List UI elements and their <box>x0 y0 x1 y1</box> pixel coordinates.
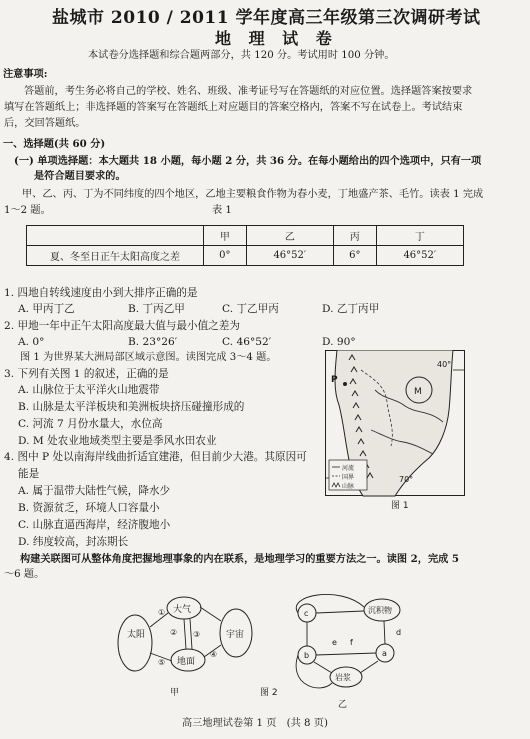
table1-row-label: 夏、冬至日正午太阳高度之差 <box>27 246 204 266</box>
q3-option-c: C. 河流 7 月份水量大，水位高 <box>18 418 163 430</box>
page-footer: 高三地理试卷第 1 页 (共 8 页) <box>182 718 328 729</box>
q3-option-a: A. 山脉位于太平洋火山地震带 <box>18 384 160 396</box>
legend-border: 国界 <box>342 474 355 481</box>
q4-option-b: B. 资源贫乏，环境人口容量小 <box>18 502 160 514</box>
label-m: M <box>414 387 422 397</box>
label-f: f <box>350 638 353 647</box>
context3-line-1: 构建关联图可从整体角度把握地理事象的内在联系，是地理学习的重要方法之一。读图 2，完成 5 <box>20 553 459 565</box>
table1-header-cell: 丁 <box>376 226 463 246</box>
q4-option-c: C. 山脉直逼西海岸，经济腹地小 <box>18 519 171 531</box>
label-a: a <box>382 649 387 658</box>
figure1-caption: 图 1 <box>391 501 409 510</box>
part1-instruction-2: 是符合题目要求的。 <box>34 170 126 182</box>
table1-header-cell <box>27 226 204 246</box>
q1-option-b: B. 丁丙乙甲 <box>128 303 185 315</box>
q1-option-d: D. 乙丁丙甲 <box>322 303 380 315</box>
q1-stem: 1. 四地自转线速度由小到大排序正确的是 <box>4 287 198 299</box>
context1-line-1: 甲、乙、丙、丁为不同纬度的四个地区，乙地主要粮食作物为春小麦，丁地盛产茶、毛竹。读表 1 完成 <box>22 189 484 200</box>
section-heading: 一、选择题(共 60 分) <box>3 138 106 150</box>
table1-header-cell: 丙 <box>333 226 376 246</box>
table1 <box>26 225 464 266</box>
table1-header-cell: 甲 <box>204 226 247 246</box>
exam-intro: 本试卷分选择题和综合题两部分，共 120 分。考试用时 100 分钟。 <box>88 50 395 61</box>
table1-cell: 0° <box>204 246 247 266</box>
q3-option-b: B. 山脉是太平洋板块和美洲板块挤压碰撞形成的 <box>18 401 245 413</box>
label-lat70: 70° <box>399 475 414 484</box>
table1-cell: 46°52′ <box>246 246 333 266</box>
label-universe: 宇宙 <box>226 630 245 640</box>
table1-row <box>27 246 464 266</box>
label-n1: ① <box>158 608 166 617</box>
figure1-map <box>325 350 465 510</box>
label-sun-1: 太阳 <box>127 630 146 640</box>
figure2 <box>110 585 430 713</box>
table1-cell: 46°52′ <box>376 246 463 266</box>
exam-title: 盐城市 2010 / 2011 学年度高三年级第三次调研考试 <box>52 8 481 28</box>
notice-line-3: 后，交回答题纸。 <box>4 118 86 129</box>
q2-option-c: C. 46°52′ <box>222 336 272 348</box>
q4-option-a: A. 属于温带大陆性气候，降水少 <box>18 485 171 497</box>
label-n5: ⑤ <box>158 658 166 667</box>
q3-stem: 3. 下列有关图 1 的叙述，正确的是 <box>4 368 169 380</box>
context3-line-2: ～6 题。 <box>4 569 45 580</box>
q4-stem-1: 4. 图中 P 处以南海岸线曲折适宜建港，但目前少大港。其原因可 <box>4 451 307 463</box>
table1-header-row <box>27 226 464 246</box>
legend-mountain: 山脉 <box>342 483 355 490</box>
table1-caption: 表 1 <box>212 205 232 216</box>
p-point <box>343 382 347 386</box>
notice-line-2: 填写在答题纸上；非选择题的答案写在答题纸上对应题目的答案空格内，答案不写在试卷上。考试结束 <box>4 102 463 113</box>
q4-stem-2: 能是 <box>18 468 40 480</box>
table1-header-cell: 乙 <box>246 226 333 246</box>
label-n4: ④ <box>210 650 218 659</box>
notice-heading: 注意事项: <box>3 68 48 80</box>
q2-option-a: A. 0° <box>18 336 45 348</box>
label-sediment: 沉积物 <box>368 606 392 615</box>
label-e: e <box>332 638 337 647</box>
sun-node <box>118 615 152 671</box>
label-d: d <box>396 628 402 637</box>
table1-cell: 6° <box>333 246 376 266</box>
q3-option-d: D. M 处农业地域类型主要是季风水田农业 <box>18 435 217 447</box>
label-p: P <box>331 375 338 385</box>
q2-option-d: D. 90° <box>322 336 356 348</box>
q2-stem: 2. 甲地一年中正午太阳高度最大值与最小值之差为 <box>4 320 240 332</box>
q4-option-d: D. 纬度较高，封冻期长 <box>18 536 129 548</box>
label-n3: ③ <box>193 630 201 639</box>
q1-option-a: A. 甲丙丁乙 <box>18 303 75 315</box>
label-n2: ② <box>170 628 178 637</box>
label-jia: 甲 <box>170 688 180 698</box>
label-ground: 地面 <box>177 657 196 667</box>
label-magma: 岩浆 <box>335 673 351 682</box>
q1-option-c: C. 丁乙甲丙 <box>222 303 279 315</box>
label-yi: 乙 <box>338 700 348 710</box>
q2-option-b: B. 23°26′ <box>128 336 178 348</box>
part1-instruction-1: (一) 单项选择题：本大题共 18 小题，每小题 2 分，共 36 分。在每小题给出的四个选项中，只有一项 <box>14 155 482 167</box>
context1-line-2: 1～2 题。 <box>4 205 51 216</box>
label-c: c <box>304 609 309 618</box>
label-b: b <box>304 651 310 660</box>
legend-river: 河流 <box>342 465 355 472</box>
label-lat40: 40° <box>437 360 452 369</box>
context2: 图 1 为世界某大洲局部区域示意图。读图完成 3～4 题。 <box>20 352 277 363</box>
figure2-caption: 图 2 <box>260 688 278 698</box>
notice-line-1: 答题前，考生务必将自己的学校、姓名、班级、准考证号写在答题纸的对应位置。选择题答案按要求 <box>24 86 473 97</box>
exam-subtitle: 地 理 试 卷 <box>215 29 338 48</box>
label-atmosphere: 大气 <box>173 605 192 615</box>
